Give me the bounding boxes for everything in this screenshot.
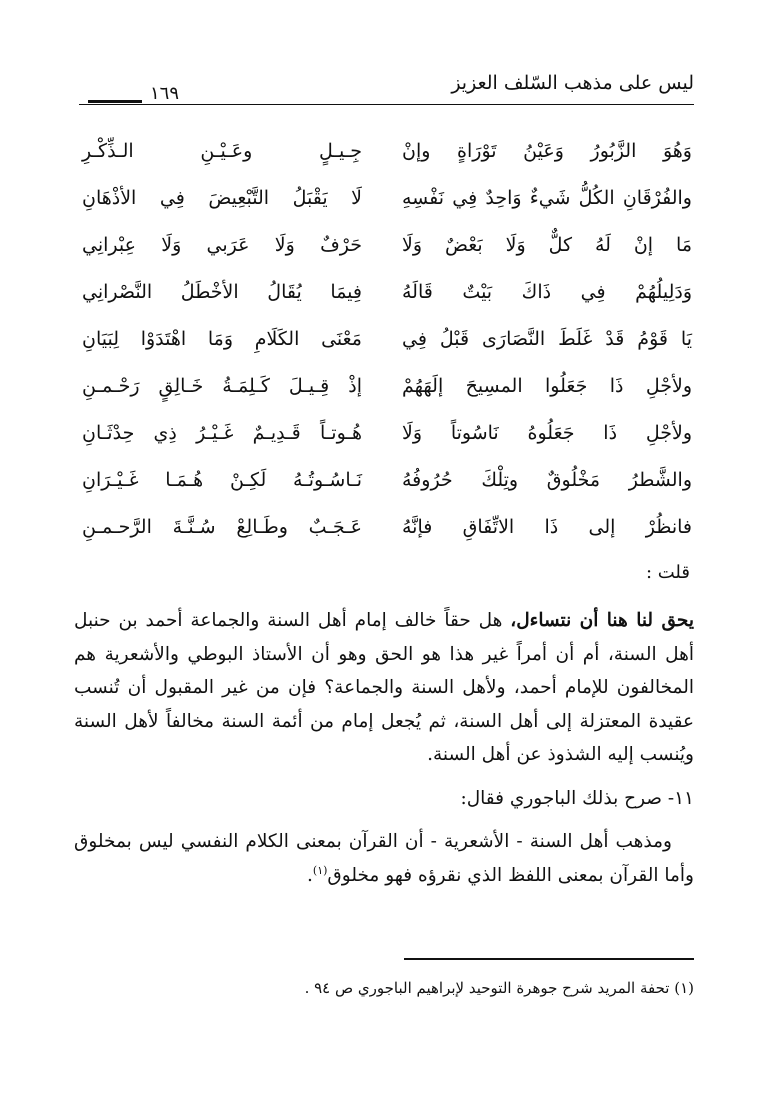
verse-first-hemistich: فانظُرْ إلى ذَا الاتِّفَاقِ فإنَّهُ bbox=[402, 516, 692, 538]
qult-label: قلت : bbox=[645, 562, 690, 583]
page-number: ١٦٩ bbox=[150, 83, 180, 104]
paragraph-quote bbox=[74, 825, 694, 892]
body-text bbox=[74, 604, 694, 892]
poem-verse bbox=[82, 373, 692, 420]
running-title: ليس على مذهب السّلف العزيز bbox=[451, 72, 694, 94]
verse-second-hemistich: مَعْنَى الكَلَامِ وَمَا اهْتَدَوْا لِبَيَانِ bbox=[82, 328, 362, 350]
verse-second-hemistich: لَا يَقْبَلُ التَّبْعِيضَ فِي الأذْهَانِ bbox=[82, 187, 362, 209]
verse-first-hemistich: وَهُوَ الزَّبُورُ وَعَيْنُ تَوْرَاةٍ وإنْ bbox=[402, 140, 692, 162]
poem-verse bbox=[82, 279, 692, 326]
paragraph-quote-end: . bbox=[307, 864, 313, 886]
page-number-dash bbox=[88, 100, 142, 103]
verse-second-hemistich: نَـاسُـوتُـهُ لَكِـنْ هُـمَـا غَـيْـرَانِ bbox=[82, 469, 362, 491]
verse-second-hemistich: هُـوتـاً قَـدِيـمٌ غَـيْـرُ ذِي حِدْثَـانِ bbox=[82, 422, 362, 444]
poem bbox=[82, 138, 692, 561]
numbered-point-11: ١١- صرح بذلك الباجوري فقال: bbox=[460, 787, 694, 809]
footnote-separator bbox=[404, 958, 694, 960]
verse-second-hemistich: عَـجَـبٌ وطَـالِعْ سُـنَّـةَ الرَّحـمـنِ bbox=[82, 516, 362, 538]
verse-first-hemistich: ولأجْلِ ذَا جَعَلُوا المسِيحَ إلَهَهُمْ bbox=[402, 375, 692, 397]
footnote-1: (١) تحفة المريد شرح جوهرة التوحيد لإبراهيم الباجوري ص ٩٤ . bbox=[304, 979, 694, 997]
verse-first-hemistich: وَدَلِيلُهُمْ فِي ذَاكَ بَيْتٌ قَالَهُ bbox=[402, 281, 692, 303]
poem-verse bbox=[82, 420, 692, 467]
header-rule bbox=[79, 104, 694, 105]
poem-verse bbox=[82, 467, 692, 514]
footnote-marker[interactable]: (١) bbox=[312, 863, 328, 877]
bold-lead-phrase: يحق لنا هنا أن نتساءل، bbox=[510, 610, 694, 631]
verse-first-hemistich: والشَّطرُ مَخْلُوقٌ وتِلْكَ حُرُوفُهُ bbox=[402, 469, 692, 491]
verse-first-hemistich: والفُرْقَانِ الكُلُّ شَيءٌ وَاحِدٌ فِي نَفْسِهِ bbox=[402, 187, 692, 209]
verse-second-hemistich: جِـيـلٍ وعَـيْـنِ الـذِّكْـرِ bbox=[82, 140, 362, 162]
verse-second-hemistich: حَرْفٌ وَلَا عَرَبي وَلَا عِبْرانِي bbox=[82, 234, 362, 256]
poem-verse bbox=[82, 326, 692, 373]
poem-verse bbox=[82, 514, 692, 561]
verse-second-hemistich: فِيمَا يُقَالُ الأخْطَلُ النَّصْرانِي bbox=[82, 281, 362, 303]
verse-first-hemistich: مَا إنْ لَهُ كلٌّ وَلَا بَعْضٌ وَلَا bbox=[402, 234, 692, 256]
poem-verse bbox=[82, 138, 692, 185]
poem-verse bbox=[82, 185, 692, 232]
paragraph-question bbox=[74, 604, 694, 772]
verse-first-hemistich: يَا قَوْمُ قَدْ غَلَطَ النَّصَارَى قَبْلُ فِي bbox=[402, 328, 692, 350]
paragraph-quote-text: ومذهب أهل السنة - الأشعرية - أن القرآن بمعنى الكلام النفسي ليس بمخلوق وأما القرآن بمعنى اللفظ الذي نقرؤه فهو مخلوق bbox=[74, 831, 694, 886]
poem-verse bbox=[82, 232, 692, 279]
paragraph-question-text: هل حقاً خالف إمام أهل السنة والجماعة أحمد بن حنبل أهل السنة، أم أن أمراً غير هذا هو الحق وهو أن الأستاذ البوطي والأشعرية هم المخالفون للإمام أحمد، ولأهل السنة والجماعة؟ فإن من غير المقبول أن تُنسب عقيدة المعتزلة إلى أهل السنة، ثم يُجعل إمام من أئمة السنة مخالفاً لأهل السنة ويُنسب إليه الشذوذ عن أهل السنة. bbox=[74, 610, 694, 765]
verse-second-hemistich: إذْ قِـيـلَ كَـلِمَـةُ خَـالِقٍ رَحْـمـنِ bbox=[82, 375, 362, 397]
verse-first-hemistich: ولأجْلِ ذَا جَعَلُوهُ نَاسُوتاً وَلَا bbox=[402, 422, 692, 444]
